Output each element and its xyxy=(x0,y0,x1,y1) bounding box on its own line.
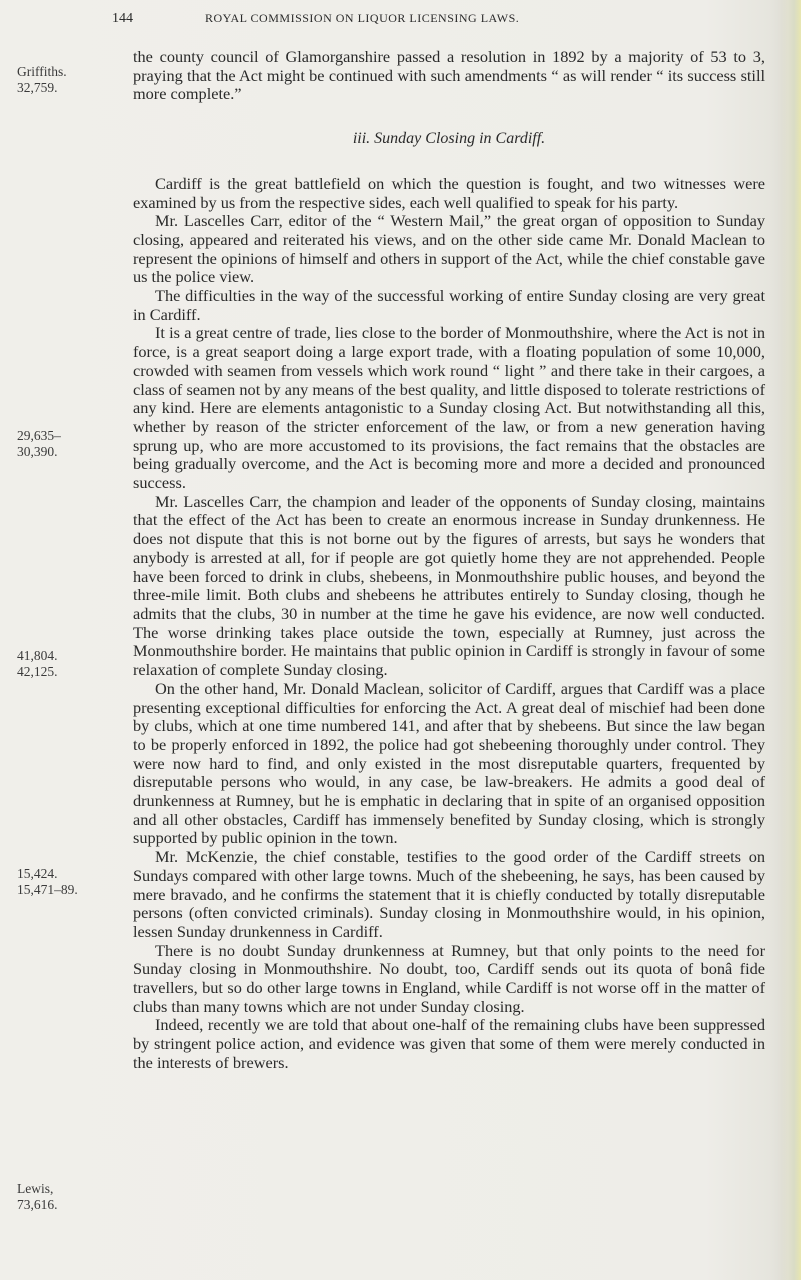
page-header xyxy=(0,11,801,31)
margin-note-line: 73,616. xyxy=(17,1197,58,1212)
paragraph-witnesses: Mr. Lascelles Carr, editor of the “ Western Mail,” the great organ of opposition to Sunday closing, appeared and reiterated his views, and on the other side came Mr. Donald Maclean to represent the opinions of himself and others in support of the Act, while the chief constable gave us the police view. xyxy=(133,211,765,287)
paragraph-difficulties: The difficulties in the way of the successful working of entire Sunday closing are very great in Cardiff. xyxy=(133,286,765,324)
paragraph-clubs-suppressed: Indeed, recently we are told that about one-half of the remaining clubs have been suppressed by stringent police action, and evidence was given that some of them were merely conducted in the interests of brewers. xyxy=(133,1015,765,1072)
margin-note-line: Griffiths. xyxy=(17,64,67,79)
paragraph-maclean-evidence: On the other hand, Mr. Donald Maclean, solicitor of Cardiff, argues that Cardiff was a place presenting exceptional difficulties for enforcing the Act. A great deal of mischief had been done by clubs, which at one time numbered 141, and after that by shebeens. But since the law began to be properly enforced in 1892, the police had got shebeening thoroughly under control. They were now hard to find, and only existed in the most disreputable quarters, frequented by disreputable persons who would, in any case, be law-breakers. He admits a good deal of drunkenness at Rumney, but he is emphatic in declaring that in spite of an organised opposition and all other obstacles, Cardiff has immensely benefited by Sunday closing, which is strongly supported by public opinion in the town. xyxy=(133,678,765,848)
margin-note-line: 42,125. xyxy=(17,664,58,679)
margin-note-carr xyxy=(17,428,129,460)
margin-note-line: 41,804. xyxy=(17,648,58,663)
body-text xyxy=(133,48,765,1073)
margin-note-line: 15,424. xyxy=(17,866,58,881)
paragraph-mckenzie-evidence: Mr. McKenzie, the chief constable, testifies to the good order of the Cardiff streets on Sundays compared with other large towns. Much of the shebeening, he says, has been caused by mere bravado, and he confirms the statement that it is chiefly conducted by totally disreputable persons (often convicted criminals). Sunday closing in Monmouthshire would, in his opinion, lessen Sunday drunkenness in Cardiff. xyxy=(133,847,765,941)
running-title: ROYAL COMMISSION ON LIQUOR LICENSING LAWS. xyxy=(205,11,520,25)
page-edge xyxy=(779,0,801,1280)
margin-note-line: Lewis, xyxy=(17,1181,54,1196)
paragraph-rumney: There is no doubt Sunday drunkenness at Rumney, but that only points to the need for Sunday closing in Monmouthshire. No doubt, too, Cardiff sends out its quota of bonâ fide travellers, but so do other large towns in England, while Cardiff is not worse off in the matter of clubs than many towns which are not under Sunday closing. xyxy=(133,940,765,1016)
paragraph-centre-of-trade: It is a great centre of trade, lies close to the border of Monmouthshire, where the Act is not in force, is a great seaport doing a large export trade, with a floating population of some 10,000, crowded with seamen from vessels which work round “ light ” and there take in their cargoes, a class of seamen not by any means of the best quality, and little disposed to tolerate restrictions of any kind. Here are elements antagonistic to a Sunday closing Act. But notwithstanding all this, whether by reason of the stricter enforcement of the law, or from a new generation having sprung up, who are more accustomed to its provisions, the fact remains that the obstacles are being gradually overcome, and the Act is becoming more and more a decided and pronounced success. xyxy=(133,323,765,493)
margin-note-line: 32,759. xyxy=(17,80,58,95)
margin-note-line: 29,635– xyxy=(17,428,61,443)
margin-note-line: 30,390. xyxy=(17,444,58,459)
margin-note-line: 15,471–89. xyxy=(17,882,78,897)
paragraph-battlefield: Cardiff is the great battlefield on which the question is fought, and two witnesses were examined by us from the respective sides, each well qualified to speak for his party. xyxy=(133,173,765,212)
margin-note-lewis xyxy=(17,1181,129,1213)
margin-note-griffiths xyxy=(17,64,129,96)
section-heading: iii. Sunday Closing in Cardiff. xyxy=(352,130,546,148)
page-number: 144 xyxy=(112,11,133,26)
margin-note-maclean xyxy=(17,648,129,680)
paragraph-continuation: the county council of Glamorganshire passed a resolution in 1892 by a majority of 53 to 3, praying that the Act might be continued with such amendments “ as will render “ its success still more complete.” xyxy=(133,47,765,104)
margin-note-mckenzie xyxy=(17,866,129,898)
paragraph-carr-evidence: Mr. Lascelles Carr, the champion and leader of the opponents of Sunday closing, maintains that the effect of the Act has been to create an enormous increase in Sunday drunkenness. He does not dispute that this is not borne out by the figures of arrests, but says he wonders that anybody is arrested at all, for if people are got quietly home they are not apprehended. People have been forced to drink in clubs, shebeens, in Monmouthshire public houses, and beyond the three-mile limit. Both clubs and shebeens he attributes entirely to Sunday closing, though he admits that the clubs, 30 in number at the time he gave his evidence, are now well conducted. The worse drinking takes place outside the town, especially at Rumney, just across the Monmouthshire border. He maintains that public opinion in Cardiff is strongly in favour of some relaxation of complete Sunday closing. xyxy=(133,491,765,680)
